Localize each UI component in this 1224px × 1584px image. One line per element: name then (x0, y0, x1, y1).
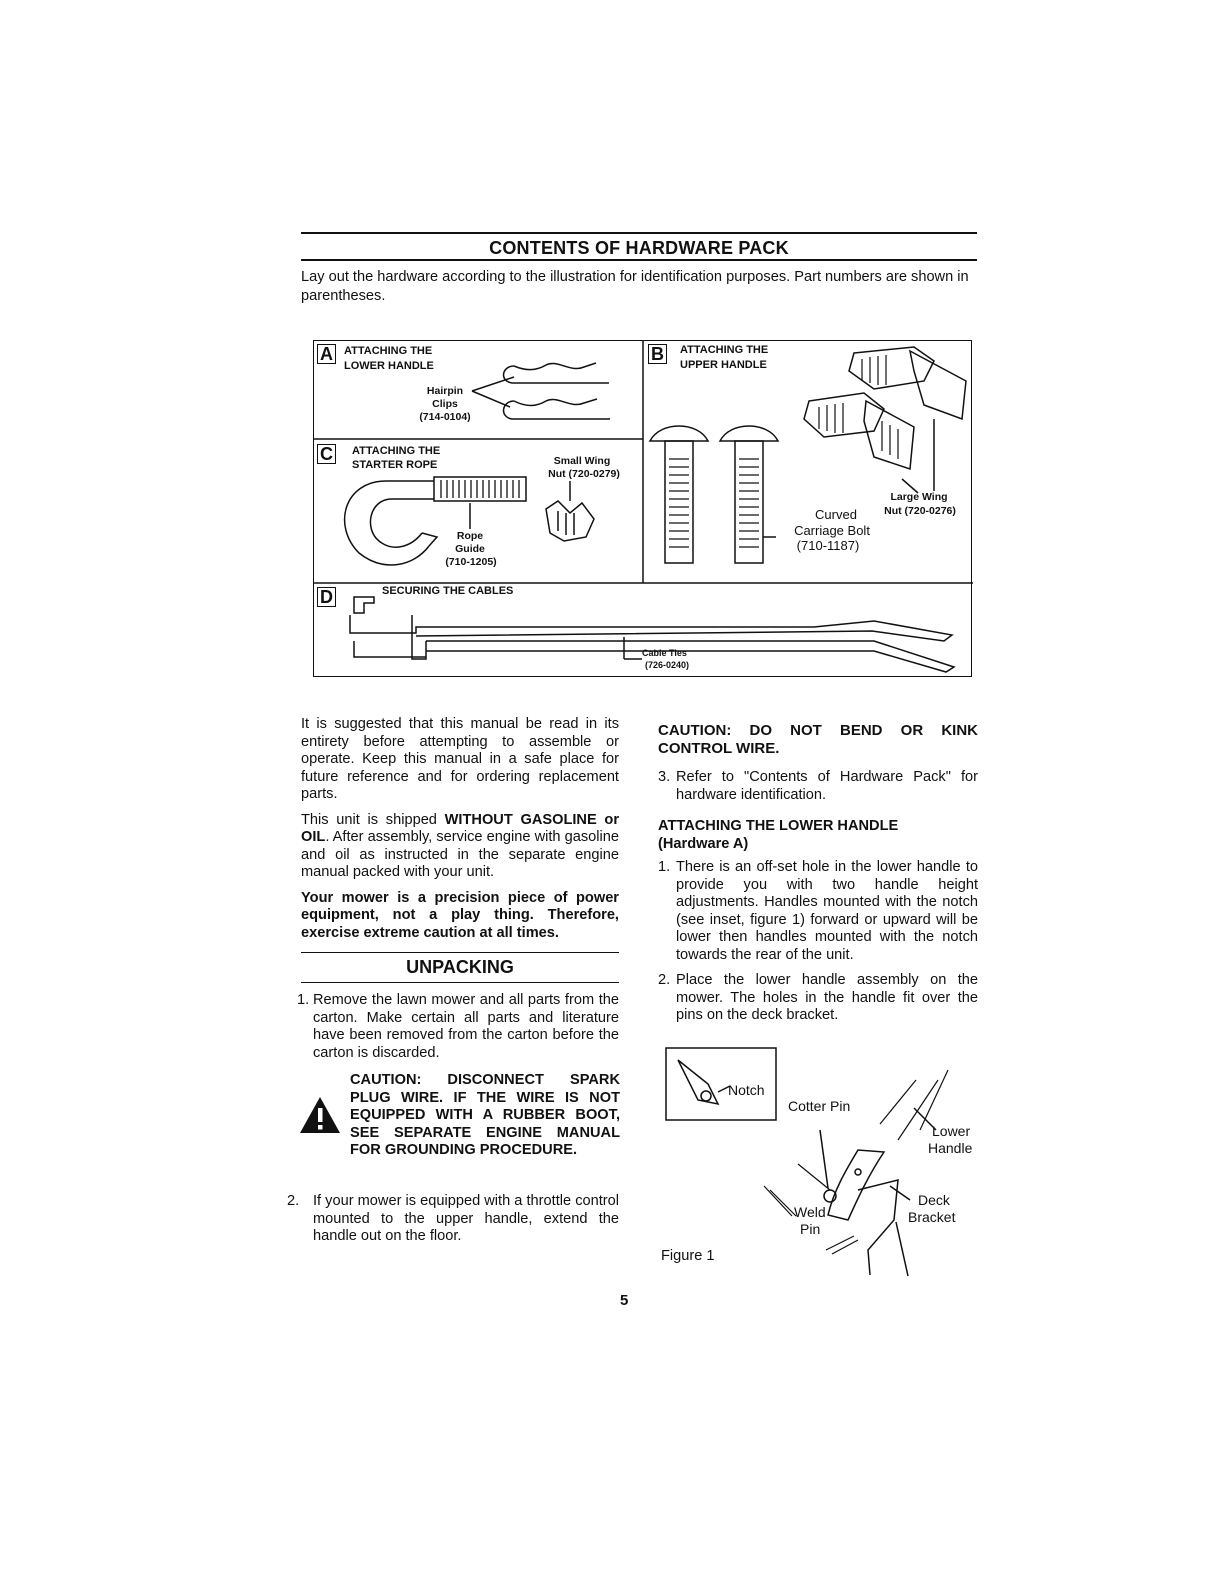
step-3-text: Refer to "Contents of Hardware Pack" for hardware identification. (676, 769, 978, 803)
warning-icon (298, 1095, 342, 1135)
lower-handle-subheading: (Hardware A) (658, 835, 749, 852)
label-a: A (317, 344, 336, 364)
precision-warning: Your mower is a precision piece of power equipment, not a play thing. Therefore, exercise extreme caution at all times. (301, 889, 619, 941)
lower-handle-heading: ATTACHING THE LOWER HANDLE (658, 818, 899, 834)
notch-inset-handle (678, 1060, 718, 1104)
right-column (658, 722, 978, 1025)
shipping-text-c: . After assembly, service engine with gasoline and oil as instructed in the separate engine manual packed with your unit. (301, 829, 619, 880)
shipping-text-bold: WITHOUT GASOLINE or OIL (301, 811, 619, 845)
d-title: SECURING THE CABLES (382, 585, 514, 597)
figure-lower-label-2: Handle (928, 1140, 973, 1156)
figure-deck-label-2: Bracket (908, 1209, 956, 1225)
top-rule (301, 232, 977, 234)
small-wing-nut-icon (546, 481, 594, 541)
step-2-number: 2. (287, 1193, 300, 1209)
intro-paragraph: It is suggested that this manual be read in its entirety before attempting to assemble or operate. Keep this manual in a safe place for future reference and for ordering replacement parts. (301, 716, 619, 802)
hairpin-clip-icon (472, 363, 610, 419)
figure-lower-label-1: Lower (932, 1123, 971, 1139)
lh-step-1-number: 1. (658, 859, 671, 875)
figure-cotter-label: Cotter Pin (788, 1098, 851, 1114)
page-number: 5 (620, 1292, 629, 1309)
hardware-illustration (313, 340, 972, 677)
d-ties-num: (726-0240) (644, 660, 690, 670)
a-title-1: ATTACHING THE (344, 345, 433, 357)
c-title-2: STARTER ROPE (352, 459, 438, 471)
a-title-2: LOWER HANDLE (344, 360, 434, 372)
step-3-number: 3. (658, 769, 671, 785)
spark-plug-caution: CAUTION: DISCONNECT SPARK PLUG WIRE. IF THE WIRE IS NOT EQUIPPED WITH A RUBBER BOOT, SEE SEPARATE ENGINE MANUAL FOR GROUNDING PROCEDURE. (350, 1072, 620, 1158)
step-1-text: Remove the lawn mower and all parts from the carton. Make certain all parts and literature have been removed from the carton before the carton is discarded. (313, 992, 619, 1061)
unpacking-title: UNPACKING (406, 957, 514, 977)
b-title-1: ATTACHING THE (680, 344, 769, 356)
carriage-bolt-icon (650, 426, 778, 563)
c-wing-2: Nut (720-0279) (548, 468, 620, 480)
rope-guide-icon (345, 477, 526, 565)
large-wing-nut-icon (804, 347, 966, 493)
unpacking-step-1 (297, 992, 619, 1062)
figure-weld-label-1: Weld (794, 1204, 826, 1220)
a-part-num: (714-0104) (419, 411, 471, 423)
shipping-text-a: This unit is shipped (301, 811, 445, 828)
figure-1-caption: Figure 1 (661, 1248, 715, 1264)
figure-notch-label: Notch (728, 1082, 765, 1098)
d-ties-1: Cable Ties (642, 648, 687, 658)
figure-weld-label-2: Pin (800, 1221, 821, 1237)
intro-text: Lay out the hardware according to the illustration for identification purposes. Part numbers are shown in parentheses. (301, 269, 969, 304)
unpacking-step-2 (287, 1193, 619, 1246)
unpacking-rule-top (301, 952, 619, 953)
a-part-1: Hairpin (426, 385, 464, 397)
c-rope-num: (710-1205) (445, 556, 497, 568)
lh-step-1-text: There is an off-set hole in the lower handle to provide you with two handle height adjustments. Handles mounted with the notch (see inset, figure 1) forward or upward will be lower then handles mounted with the notch towards the rear of the unit. (676, 859, 978, 963)
deck-bracket-icon (858, 1180, 908, 1276)
lh-step-2-text: Place the lower handle assembly on the mower. The holes in the handle fit over the pins on the deck bracket. (676, 972, 978, 1023)
label-c: C (317, 444, 336, 464)
step-2-text: If your mower is equipped with a throttle control mounted to the upper handle, extend the handle out on the floor. (313, 1193, 619, 1244)
label-b: B (648, 344, 667, 364)
left-column (301, 716, 619, 950)
figure-deck-label-1: Deck (918, 1192, 950, 1208)
page-title: CONTENTS OF HARDWARE PACK (489, 238, 789, 258)
control-wire-caution: CAUTION: DO NOT BEND OR KINK CONTROL WIRE. (658, 722, 978, 757)
unpacking-rule-bottom (301, 982, 619, 983)
title-rule (301, 259, 977, 261)
b-bolt-2: Carriage Bolt (794, 523, 870, 538)
b-bolt-num: (710-1187) (796, 538, 860, 553)
step-1-number: 1. (297, 992, 310, 1008)
figure-1-drawing (658, 1040, 988, 1280)
shipping-paragraph (301, 812, 619, 882)
lh-step-2-number: 2. (658, 972, 671, 988)
label-d: D (317, 587, 336, 607)
c-wing-1: Small Wing (553, 455, 611, 467)
b-title-2: UPPER HANDLE (680, 359, 767, 371)
c-title-1: ATTACHING THE (352, 445, 441, 457)
b-large-1: Large Wing (890, 491, 948, 503)
c-rope-1: Rope (456, 530, 484, 542)
a-part-2: Clips (432, 398, 458, 410)
c-rope-2: Guide (455, 543, 485, 555)
b-bolt-1: Curved (815, 507, 857, 522)
b-large-2: Nut (720-0276) (884, 505, 956, 517)
